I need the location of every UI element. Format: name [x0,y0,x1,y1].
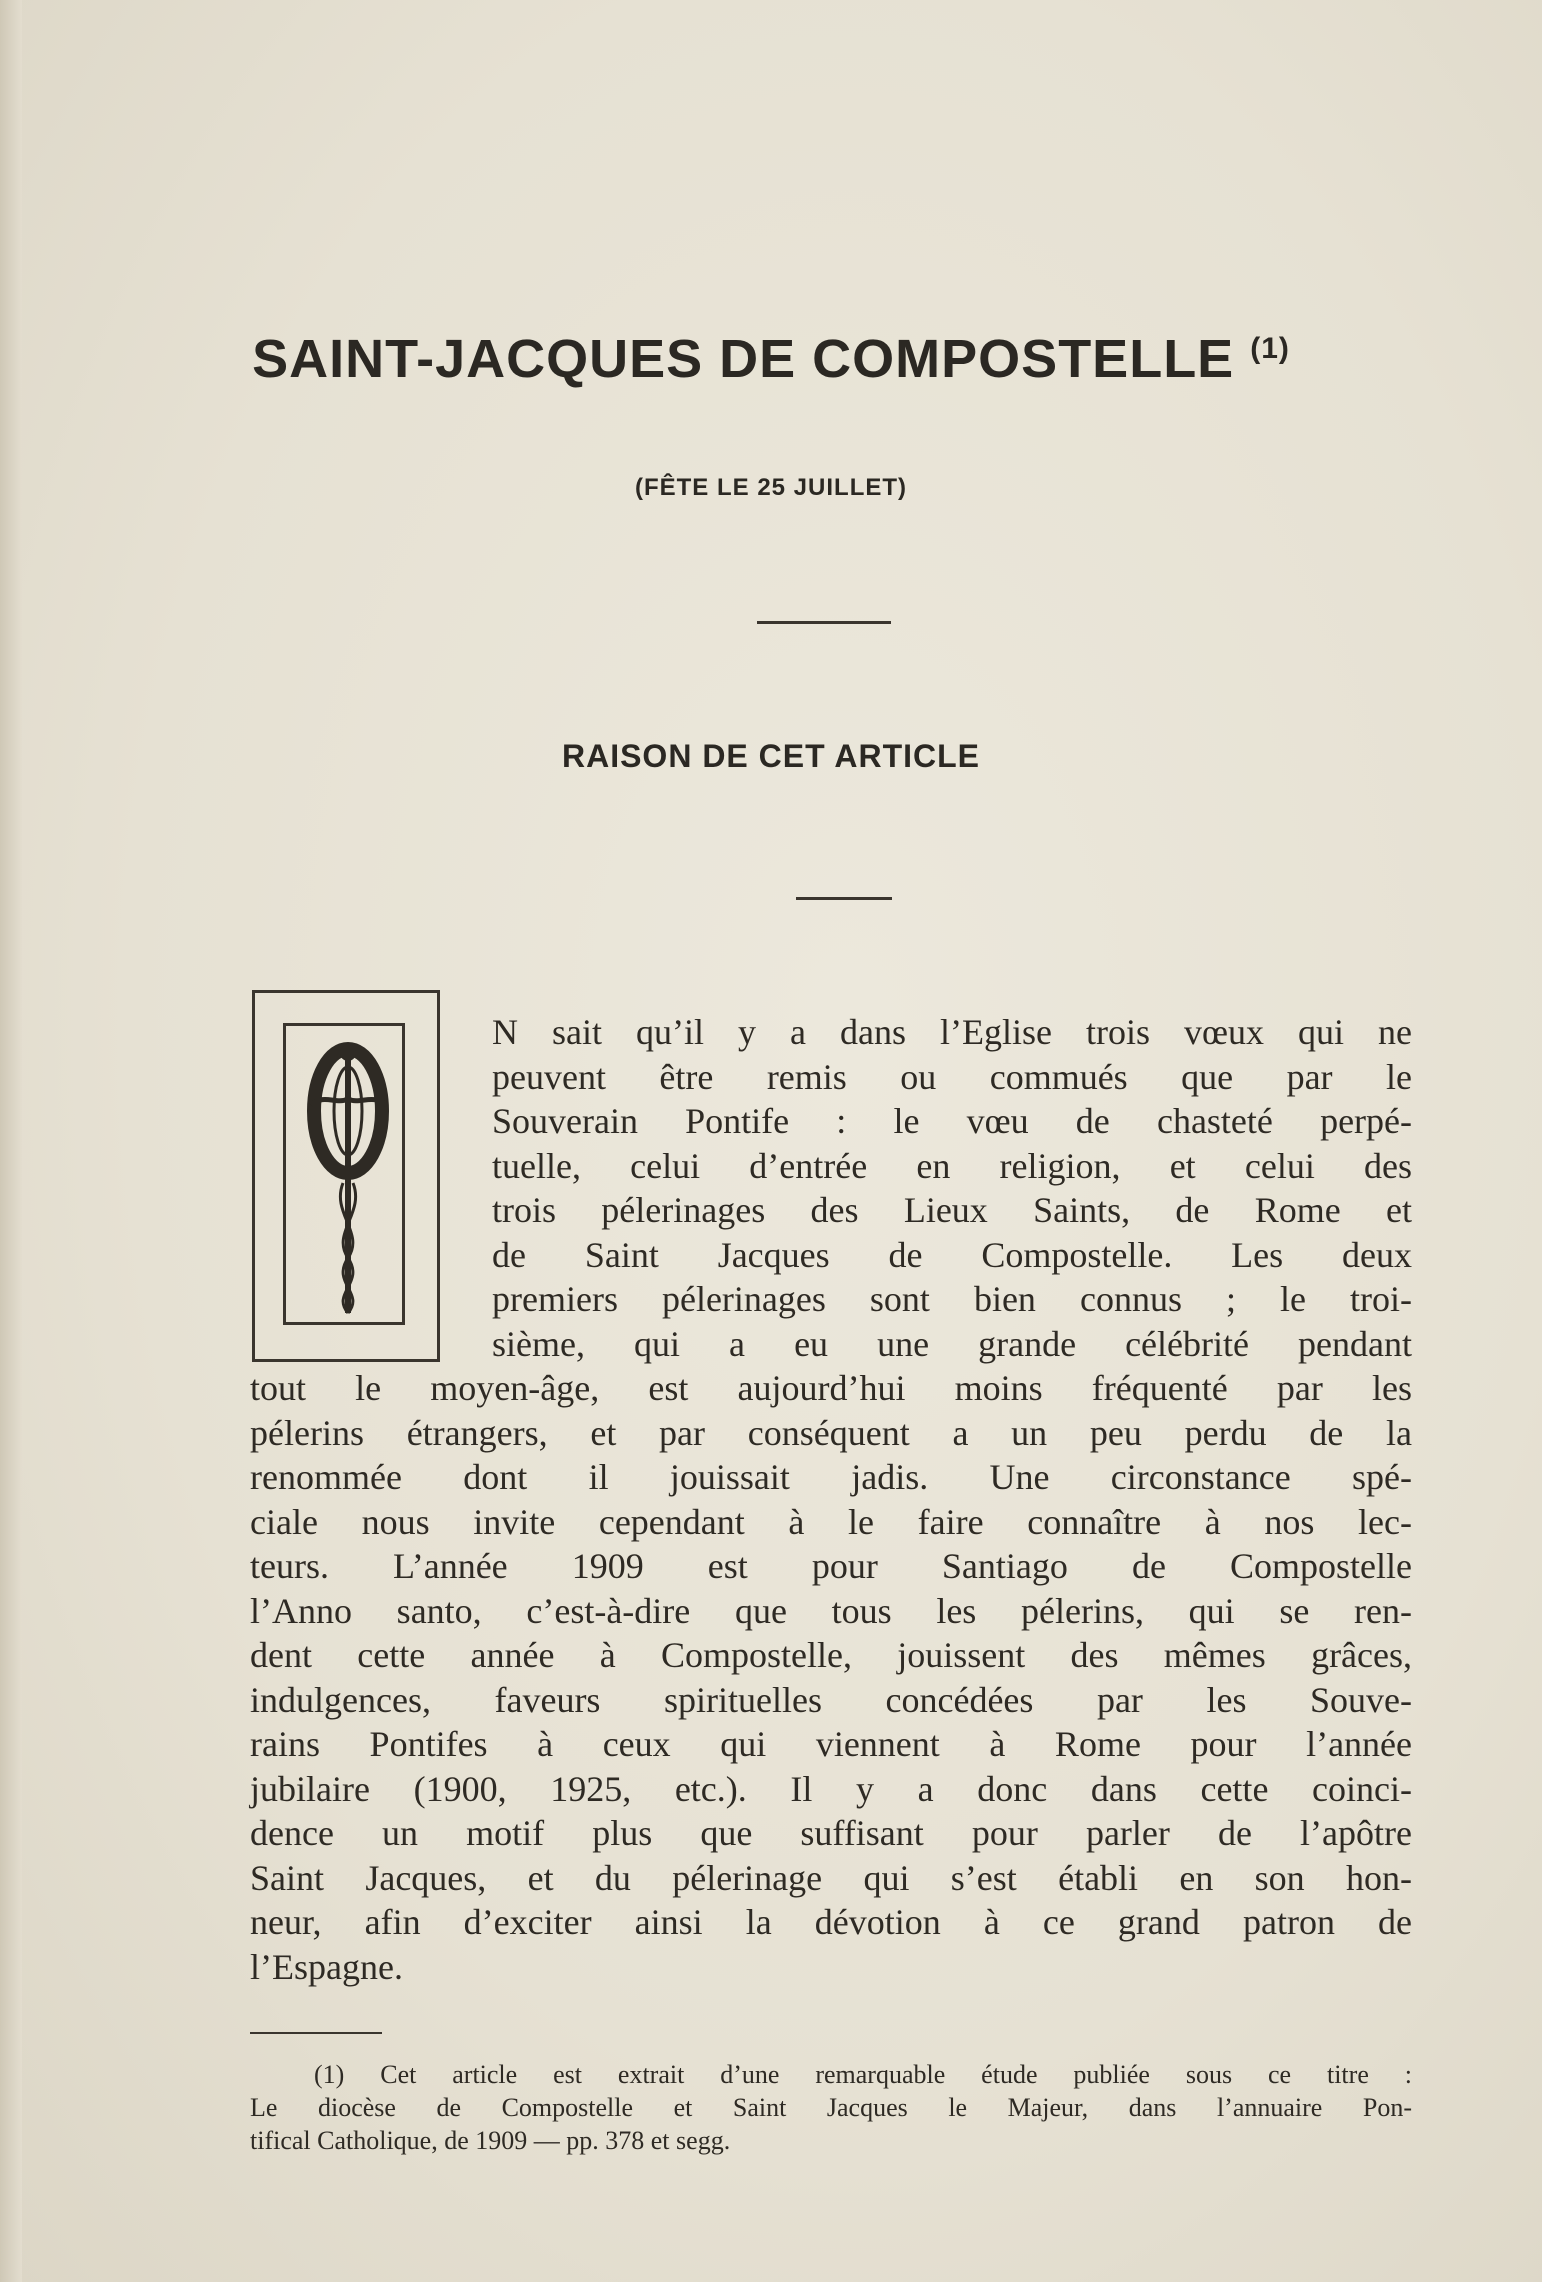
body-line: peuvent être remis ou commués que par le [492,1056,1412,1097]
body-line: tout le moyen-âge, est aujourd’hui moins fréquenté par les [250,1368,1412,1408]
feast-date-subtitle: (FÊTE LE 25 JUILLET) [634,474,908,501]
body-line: tuelle, celui d’entrée en religion, et celui des [492,1145,1412,1186]
article-body [250,1010,1412,1989]
body-line: sième, qui a eu une grande célébrité pendant [492,1323,1412,1364]
body-line: Souverain Pontife : le vœu de chasteté perpé- [492,1101,1412,1141]
body-line: l’Anno santo, c’est-à-dire que tous les pélerins, qui se ren- [250,1590,1412,1631]
footnote-line: Le diocèse de Compostelle et Saint Jacques le Majeur, dans l’annuaire Pon- [250,2093,1412,2122]
body-line: teurs. L’année 1909 est pour Santiago de Compostelle [250,1546,1412,1586]
body-line: de Saint Jacques de Compostelle. Les deux [492,1234,1412,1275]
body-line: ciale nous invite cependant à le faire connaître à nos lec- [250,1501,1412,1542]
body-line: N sait qu’il y a dans l’Eglise trois vœux qui ne [492,1012,1412,1052]
body-line: rains Pontifes à ceux qui viennent à Rome pour l’année [250,1724,1412,1764]
body-line: l’Espagne. [250,1946,403,1987]
footnote-line: (1) Cet article est extrait d’une remarquable étude publiée sous ce titre : [314,2060,1412,2089]
body-line: neur, afin d’exciter ainsi la dévotion à ce grand patron de [250,1902,1412,1942]
body-line: indulgences, faveurs spirituelles concédées par les Souve- [250,1679,1412,1720]
body-line: trois pélerinages des Lieux Saints, de Rome et [492,1190,1412,1230]
footnote-line: tifical Catholique, de 1909 — pp. 378 et segg. [250,2126,731,2155]
footnote [250,2058,1412,2157]
footnote-rule [250,2032,382,2034]
body-line: dence un motif plus que suffisant pour parler de l’apôtre [250,1813,1412,1853]
divider-rule [796,897,892,900]
article-title-text: SAINT-JACQUES DE COMPOSTELLE [252,329,1235,389]
body-line: jubilaire (1900, 1925, etc.). Il y a donc dans cette coinci- [250,1768,1412,1809]
article-title [0,328,1542,390]
body-line: premiers pélerinages sont bien connus ; le troi- [492,1279,1412,1319]
divider-rule [757,621,891,624]
body-line: Saint Jacques, et du pélerinage qui s’est établi en son hon- [250,1857,1412,1898]
body-line: pélerins étrangers, et par conséquent a un peu perdu de la [250,1412,1412,1453]
section-heading: RAISON DE CET ARTICLE [561,738,981,774]
title-footnote-marker: (1) [1250,332,1290,365]
body-line: renommée dont il jouissait jadis. Une circonstance spé- [250,1457,1412,1497]
body-line: dent cette année à Compostelle, jouissent des mêmes grâces, [250,1635,1412,1675]
